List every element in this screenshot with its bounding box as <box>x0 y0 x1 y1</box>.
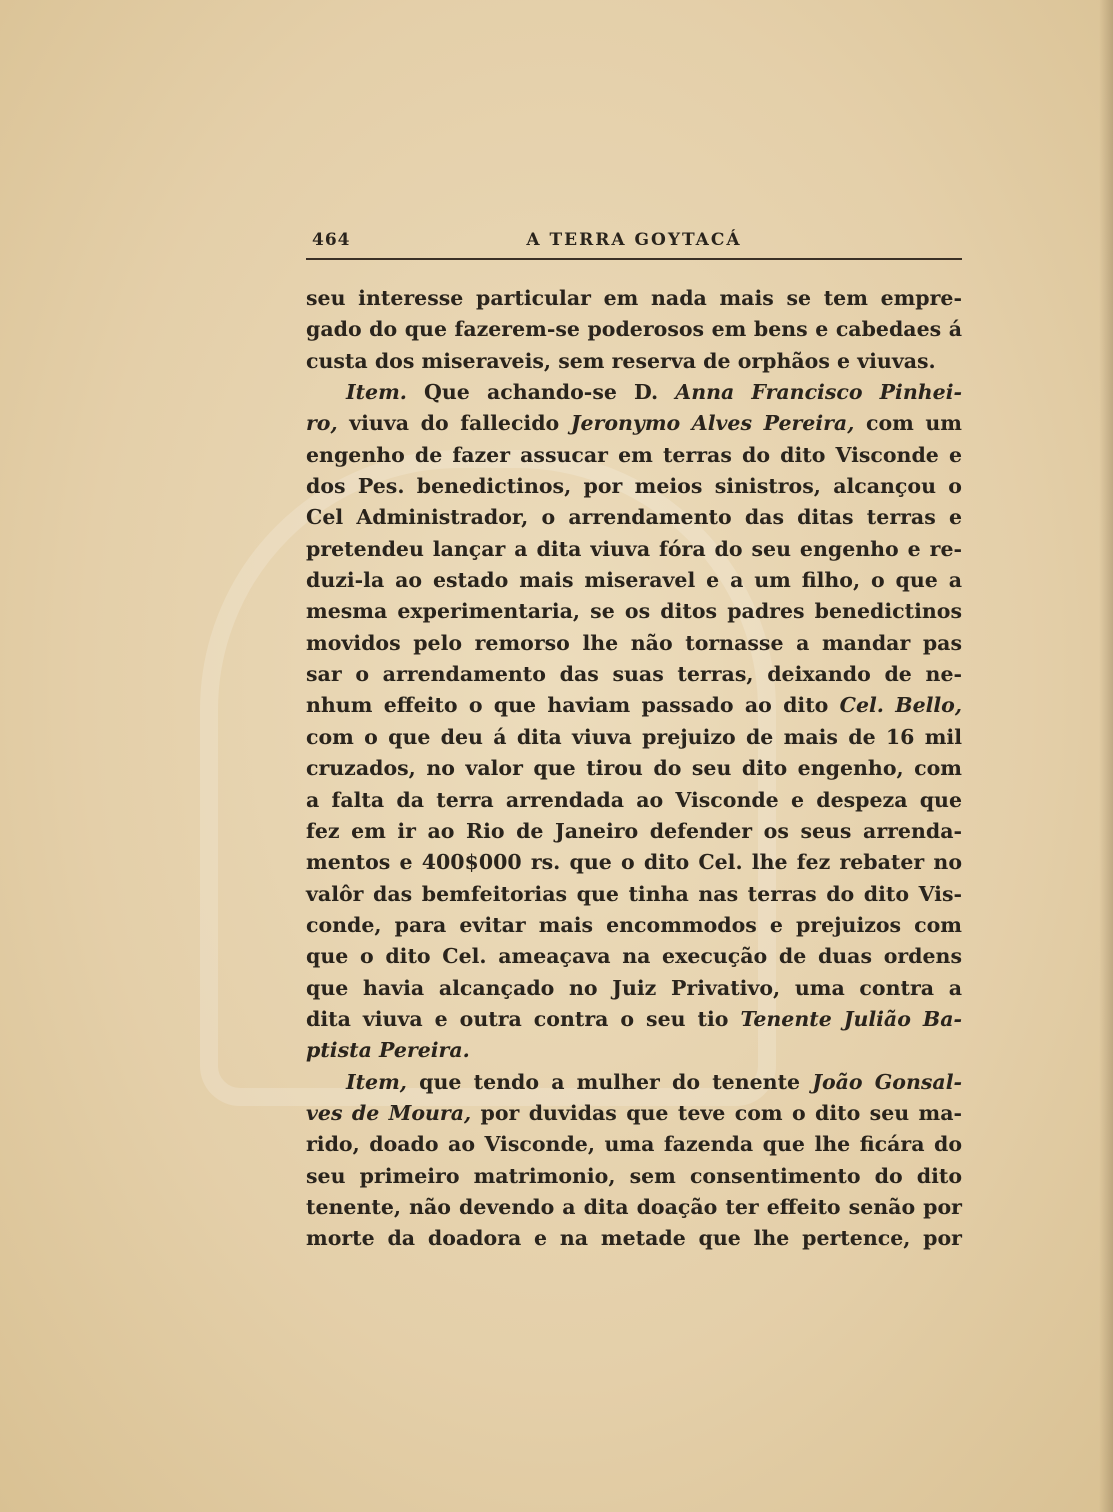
text-line: custa dos miseraveis, sem reserva de orphãos e viuvas. <box>306 348 936 373</box>
text-line: engenho de fazer assucar em terras do dito Visconde e <box>306 442 962 467</box>
text-line: dos Pes. benedictinos, por meios sinistros, alcançou o <box>306 474 962 499</box>
text-line: nhum effeito o que haviam passado ao dito Cel. Bello, <box>306 693 962 718</box>
text-line: ptista Pereira. <box>306 1038 470 1063</box>
text-line: movidos pelo remorso lhe não tornasse a mandar pas <box>306 630 962 655</box>
text-line: valôr das bemfeitorias que tinha nas terras do dito Vis- <box>306 881 962 906</box>
text-line: que o dito Cel. ameaçava na execução de duas ordens <box>306 944 962 969</box>
text-line: fez em ir ao Rio de Janeiro defender os seus arrenda- <box>306 818 962 843</box>
text-line: Item, que tendo a mulher do tenente João Gonsal- <box>346 1069 963 1094</box>
text-line: seu interesse particular em nada mais se tem empre- <box>306 286 962 310</box>
text-line: tenente, não devendo a dita doação ter effeito senão por <box>306 1194 962 1219</box>
text-line: a falta da terra arrendada ao Visconde e despeza que <box>306 787 962 812</box>
text-line: rido, doado ao Visconde, uma fazenda que lhe ficára do <box>306 1132 962 1157</box>
text-line: Cel Administrador, o arrendamento das ditas terras e <box>306 505 962 530</box>
text-line: seu primeiro matrimonio, sem consentimento do dito <box>306 1163 962 1188</box>
text-line: pretendeu lançar a dita viuva fóra do seu engenho e re- <box>306 536 962 561</box>
page-edge-shadow <box>1099 0 1113 1512</box>
text-line: cruzados, no valor que tirou do seu dito engenho, com <box>306 756 962 781</box>
text-line: duzi-la ao estado mais miseravel e a um filho, o que a <box>306 568 962 593</box>
running-header <box>306 226 962 260</box>
text-line: que havia alcançado no Juiz Privativo, uma contra a <box>306 975 962 1000</box>
text-line: gado do que fazerem-se poderosos em bens e cabedaes á <box>306 317 962 342</box>
text-line: ro, viuva do fallecido Jeronymo Alves Pereira, com um <box>306 411 962 436</box>
text-line: dita viuva e outra contra o seu tio Tenente Julião Ba- <box>306 1006 962 1031</box>
body-text <box>306 283 962 1255</box>
page-number: 464 <box>312 230 351 250</box>
text-line: mesma experimentaria, se os ditos padres benedictinos <box>306 599 962 624</box>
running-title: A TERRA GOYTACÁ <box>526 230 742 250</box>
text-line: morte da doadora e na metade que lhe pertence, por <box>306 1226 962 1251</box>
text-line: conde, para evitar mais encommodos e prejuizos com <box>306 912 962 937</box>
text-line: mentos e 400$000 rs. que o dito Cel. lhe fez rebater no <box>306 850 962 875</box>
text-line: com o que deu á dita viuva prejuizo de mais de 16 mil <box>306 724 962 749</box>
text-line: Item. Que achando-se D. Anna Francisco Pinhei- <box>346 380 962 405</box>
text-line: ves de Moura, por duvidas que teve com o dito seu ma- <box>306 1100 963 1125</box>
text-line: sar o arrendamento das suas terras, deixando de ne- <box>306 662 962 687</box>
